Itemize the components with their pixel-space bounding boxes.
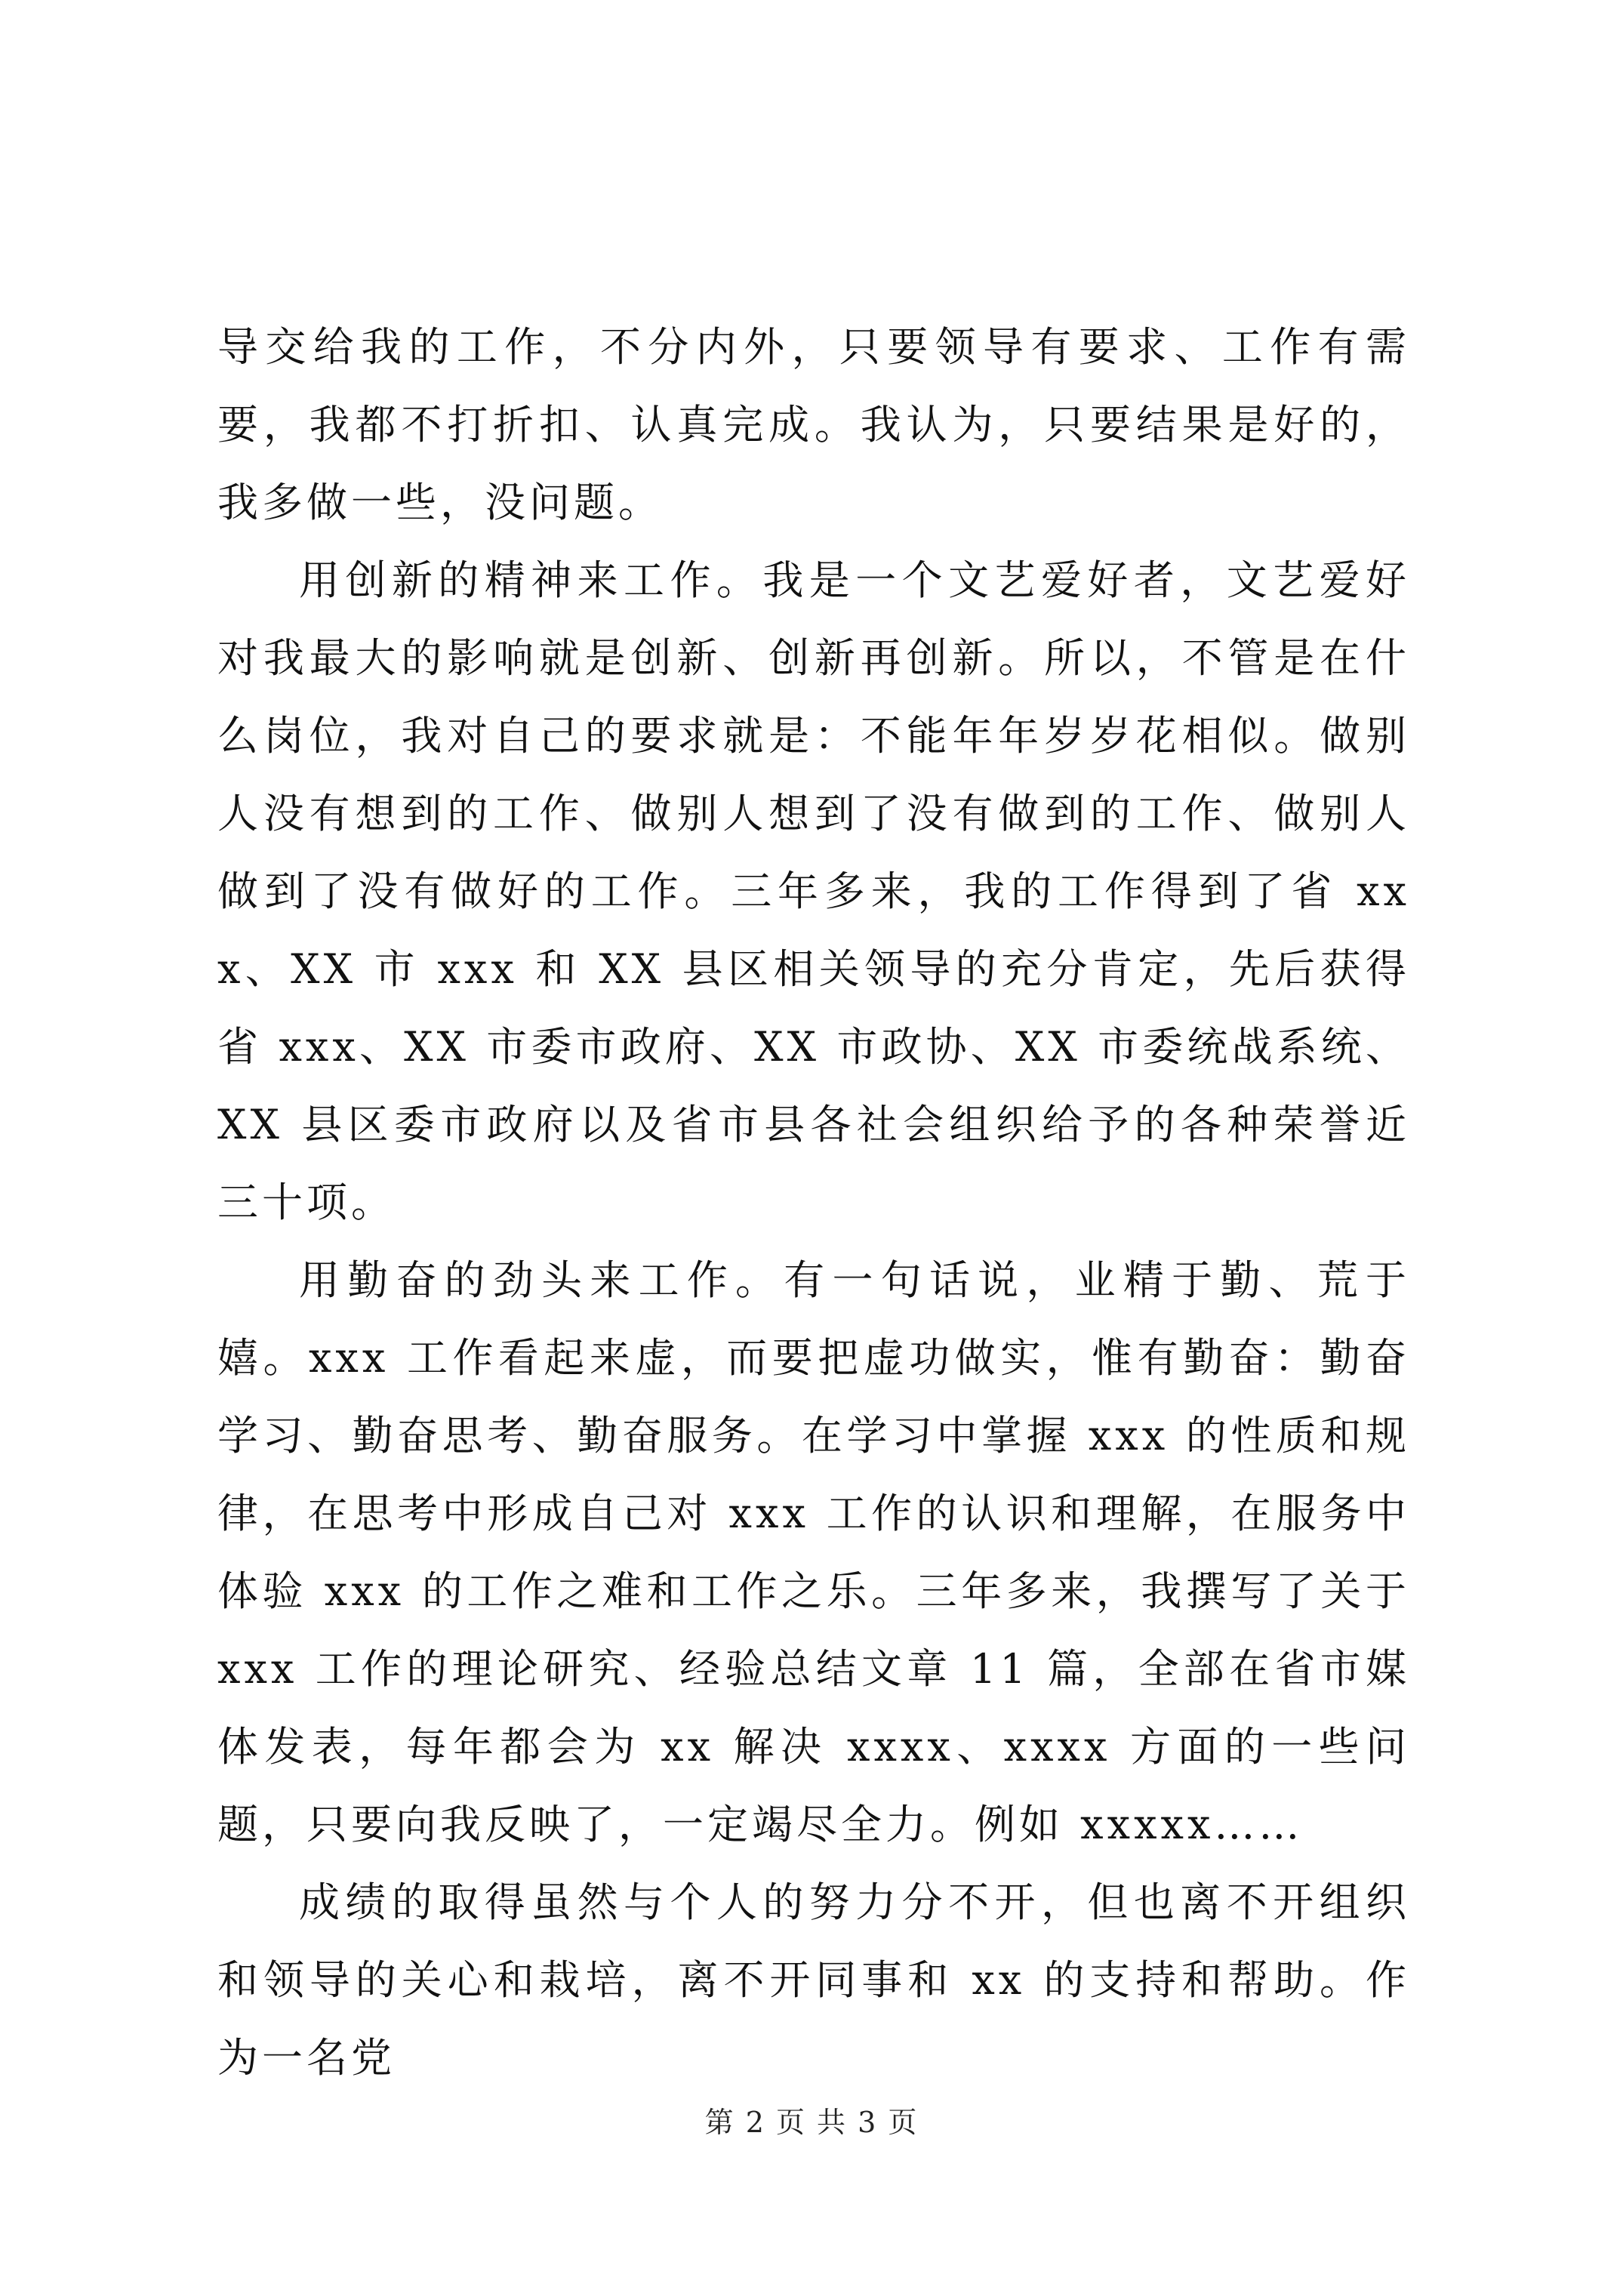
document-body	[217, 308, 1410, 2097]
paragraph-4: 成绩的取得虽然与个人的努力分不开，但也离不开组织和领导的关心和栽培，离不开同事和 xx 的支持和帮助。作为一名党	[217, 1878, 1410, 2082]
page-footer: 第 2 页 共 3 页	[704, 2106, 919, 2139]
paragraph-1: 导交给我的工作，不分内外，只要领导有要求、工作有需要，我都不打折扣、认真完成。我认为，只要结果是好的，我多做一些，没问题。	[217, 323, 1410, 526]
paragraph-3: 用勤奋的劲头来工作。有一句话说，业精于勤、荒于嬉。xxx 工作看起来虚，而要把虚功做实，惟有勤奋：勤奋学习、勤奋思考、勤奋服务。在学习中掌握 xxx 的性质和规律，在思考中形成自己对 xxx 工作的认识和理解，在服务中体验 xxx 的工作之难和工作之乐。三年多来，我撰写了关于 xxx 工作的理论研究、经验总结文章 11 篇，全部在省市媒体发表，每年都会为 xx 解决 xxxx、xxxx 方面的一些问题，只要向我反映了，一定竭尽全力。例如 xxxxx……	[217, 1256, 1410, 1848]
paragraph-2: 用创新的精神来工作。我是一个文艺爱好者，文艺爱好对我最大的影响就是创新、创新再创新。所以，不管是在什么岗位，我对自己的要求就是：不能年年岁岁花相似。做别人没有想到的工作、做别人想到了没有做到的工作、做别人做到了没有做好的工作。三年多来，我的工作得到了省 xxx、XX 市 xxx 和 XX 县区相关领导的充分肯定，先后获得省 xxx、XX 市委市政府、XX 市政协、XX 市委统战系统、XX 县区委市政府以及省市县各社会组织给予的各种荣誉近三十项。	[217, 556, 1410, 1226]
